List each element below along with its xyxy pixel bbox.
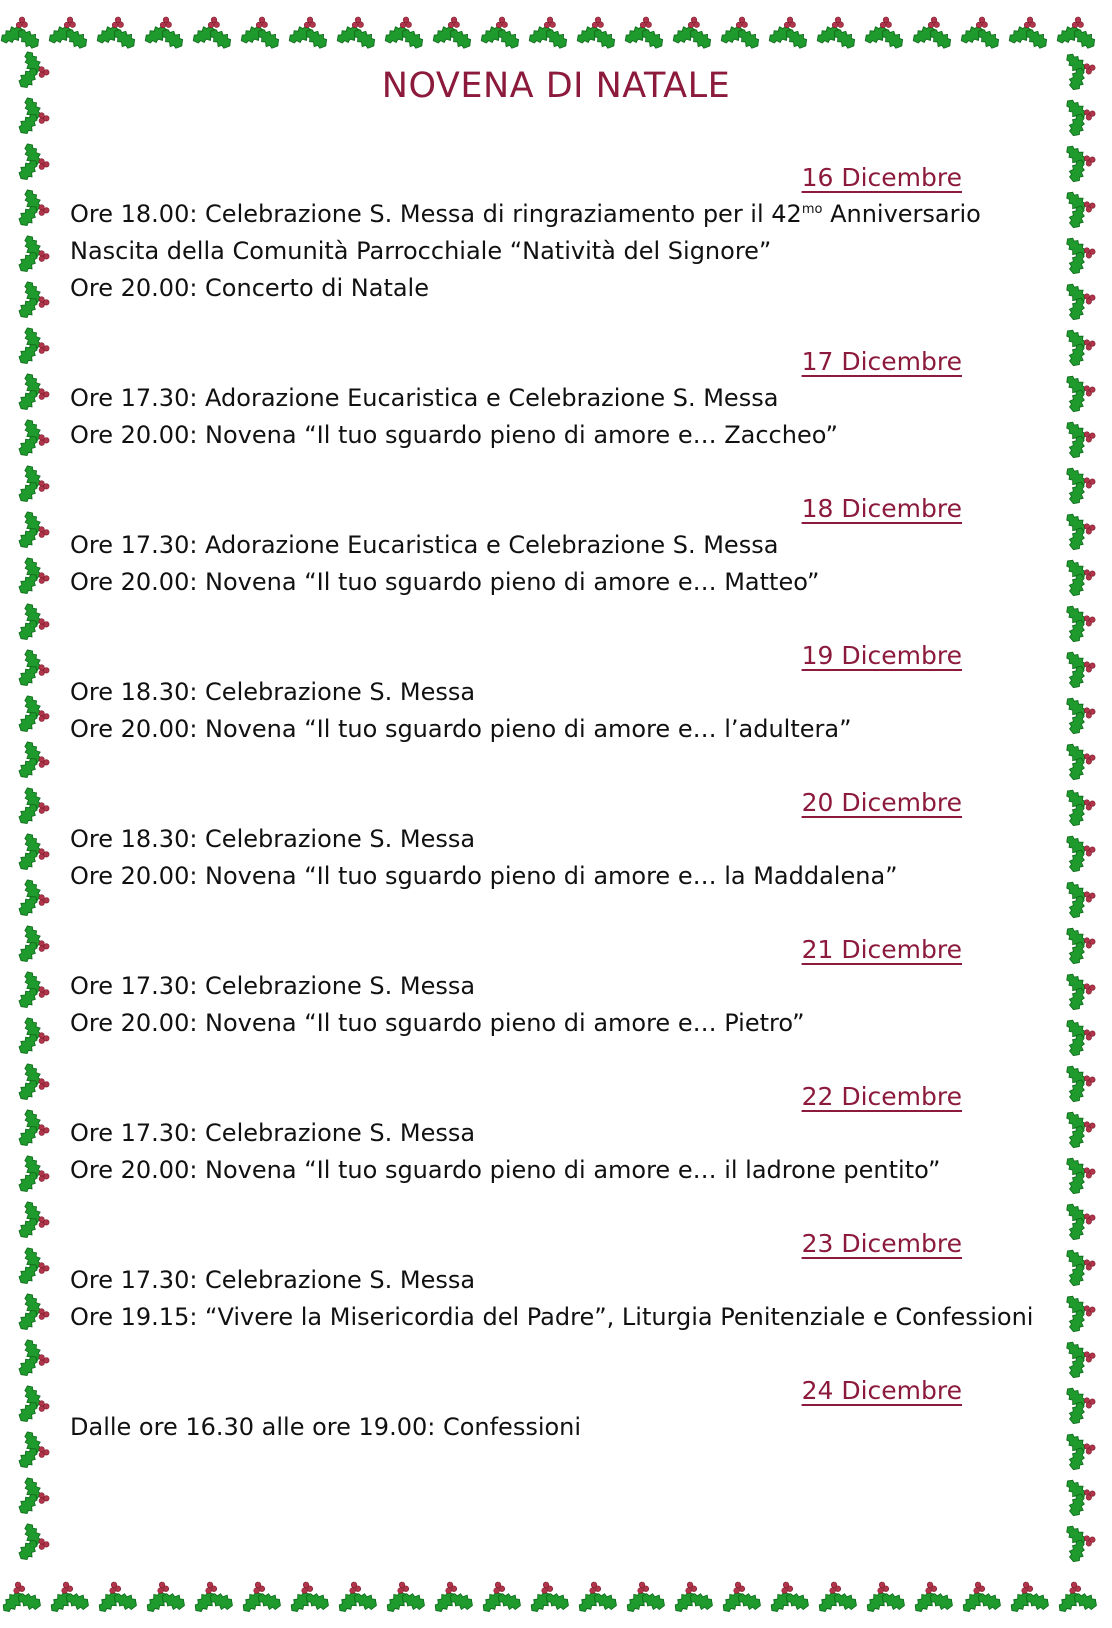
event-line: Ore 20.00: Novena “Il tuo sguardo pieno di amore e… l’adultera” [70, 715, 852, 743]
day-date-heading: 23 Dicembre [801, 1229, 962, 1258]
event-line: Ore 20.00: Novena “Il tuo sguardo pieno di amore e… la Maddalena” [70, 862, 898, 890]
event-line: Ore 17.30: Celebrazione S. Messa [70, 1119, 476, 1147]
event-line [70, 196, 1038, 233]
event-text: Anniversario [822, 200, 981, 228]
event-line: Ore 19.15: “Vivere la Misericordia del Padre”, Liturgia Penitenziale e Confessioni [70, 1303, 1034, 1331]
day-date-heading: 22 Dicembre [801, 1082, 962, 1111]
holly-border-bottom-icon [0, 1565, 1112, 1628]
schedule-day [70, 1373, 1038, 1446]
holly-border-left-icon [0, 45, 66, 1575]
page-title: NOVENA DI NATALE [381, 66, 731, 106]
day-date-heading: 21 Dicembre [801, 935, 962, 964]
event-line: Ore 17.30: Adorazione Eucaristica e Celebrazione S. Messa [70, 384, 779, 412]
schedule-day [70, 785, 1038, 895]
schedule-day [70, 932, 1038, 1042]
event-line: Ore 17.30: Adorazione Eucaristica e Celebrazione S. Messa [70, 531, 779, 559]
schedule-day [70, 160, 1038, 307]
event-line: Ore 17.30: Celebrazione S. Messa [70, 972, 476, 1000]
day-date-heading: 24 Dicembre [801, 1376, 962, 1405]
event-line: Ore 20.00: Novena “Il tuo sguardo pieno di amore e… il ladrone pentito” [70, 1156, 941, 1184]
ordinal-suffix: mo [801, 202, 823, 217]
schedule-day [70, 1226, 1038, 1336]
novena-schedule [70, 160, 1038, 1483]
day-date-heading: 17 Dicembre [801, 347, 962, 376]
event-line: Ore 20.00: Concerto di Natale [70, 274, 429, 302]
event-line: Ore 20.00: Novena “Il tuo sguardo pieno di amore e… Matteo” [70, 568, 820, 596]
day-date-heading: 19 Dicembre [801, 641, 962, 670]
day-date-heading: 20 Dicembre [801, 788, 962, 817]
holly-border-top-icon [0, 0, 1112, 60]
event-line: Nascita della Comunità Parrocchiale “Natività del Signore” [70, 237, 772, 265]
event-line: Ore 18.30: Celebrazione S. Messa [70, 825, 476, 853]
day-date-heading: 16 Dicembre [801, 163, 962, 192]
schedule-day [70, 491, 1038, 601]
holly-border-right-icon [1046, 45, 1112, 1575]
event-line: Ore 20.00: Novena “Il tuo sguardo pieno di amore e… Pietro” [70, 1009, 805, 1037]
schedule-day [70, 1079, 1038, 1189]
event-line: Ore 20.00: Novena “Il tuo sguardo pieno di amore e… Zaccheo” [70, 421, 838, 449]
event-line: Ore 17.30: Celebrazione S. Messa [70, 1266, 476, 1294]
event-text: Ore 18.00: Celebrazione S. Messa di ringraziamento per il 42 [70, 200, 802, 228]
event-line: Dalle ore 16.30 alle ore 19.00: Confessioni [70, 1413, 582, 1441]
day-date-heading: 18 Dicembre [801, 494, 962, 523]
schedule-day [70, 638, 1038, 748]
schedule-day [70, 344, 1038, 454]
event-line: Ore 18.30: Celebrazione S. Messa [70, 678, 476, 706]
